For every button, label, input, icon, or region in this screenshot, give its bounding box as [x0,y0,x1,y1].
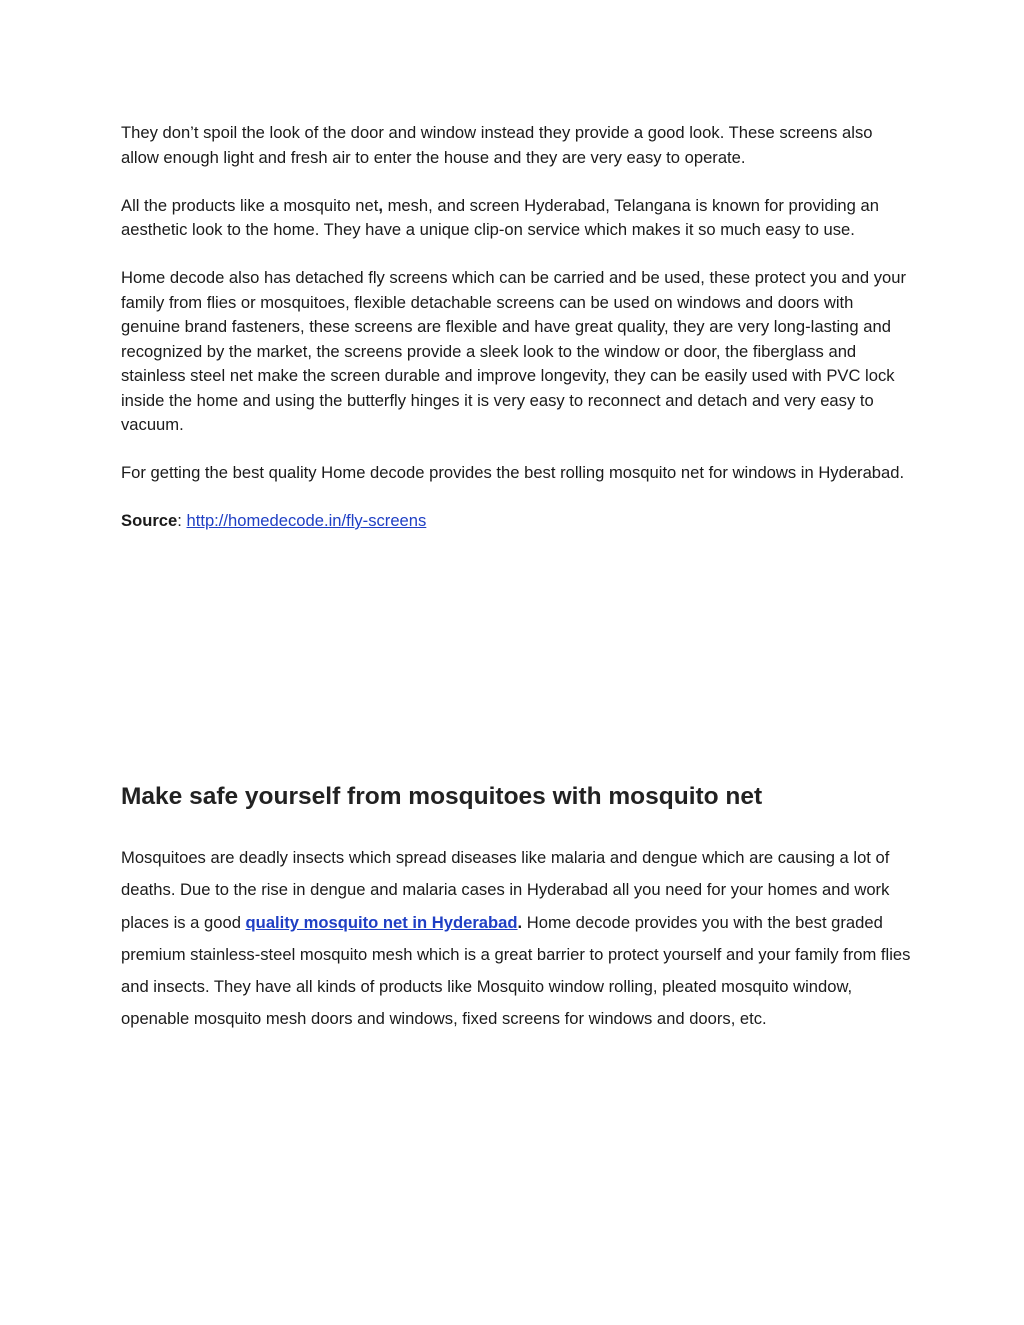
paragraph-4: For getting the best quality Home decode provides the best rolling mosquito net for windows in Hyderabad. [121,463,905,482]
section-heading: Make safe yourself from mosquitoes with mosquito net [121,783,763,810]
quality-net-link[interactable]: quality mosquito net in Hyderabad [245,912,518,932]
paragraph-2-end: mesh, and screen Hyderabad, Telangana is known for providing an aesthetic look to the home. They have a unique clip-on service which makes it so much easy to use. [121,195,879,239]
section-body [121,842,911,1036]
source-link[interactable]: http://homedecode.in/fly-screens [186,511,427,530]
paragraph-3: Home decode also has detached fly screens which can be carried and be used, these protect you and your family from flies or mosquitoes, flexible detachable screens can be used on windows and doors with genuine brand fasteners, these screens are flexible and have great quality, they are very long-lasting and recognized by the market, the screens provide a sleek look to the window or door, the fiberglass and stainless steel net make the screen durable and improve longevity, they can be easily used with PVC lock inside the home and using the butterfly hinges it is very easy to reconnect and detach and very easy to vacuum. [121,268,906,434]
paragraph-1: They don’t spoil the look of the door and window instead they provide a good look. These screens also allow enough light and fresh air to enter the house and they are very easy to operate. [121,123,873,167]
paragraph-2-comma: , [378,195,383,215]
paragraph-2 [121,194,911,243]
intro-section [121,121,911,557]
source-label: Source [121,511,178,530]
section-body-start: Mosquitoes are deadly insects which spread diseases like malaria and dengue which are causing a lot of deaths. Due to the rise in dengue and malaria cases in Hyderabad all you need for your homes and work places is a good [121,848,890,932]
source-separator: : [177,511,187,530]
source-line [121,509,911,534]
section-body-period: . [517,912,523,932]
paragraph-2-start: All the products like a mosquito net [121,195,379,215]
section-body-end: Home decode provides you with the best graded premium stainless-steel mosquito mesh which is a great barrier to protect yourself and your family from flies and insects. They have all kinds of products like Mosquito window rolling, pleated mosquito window, openable mosquito mesh doors and windows, fixed screens for windows and doors, etc. [121,912,911,1029]
